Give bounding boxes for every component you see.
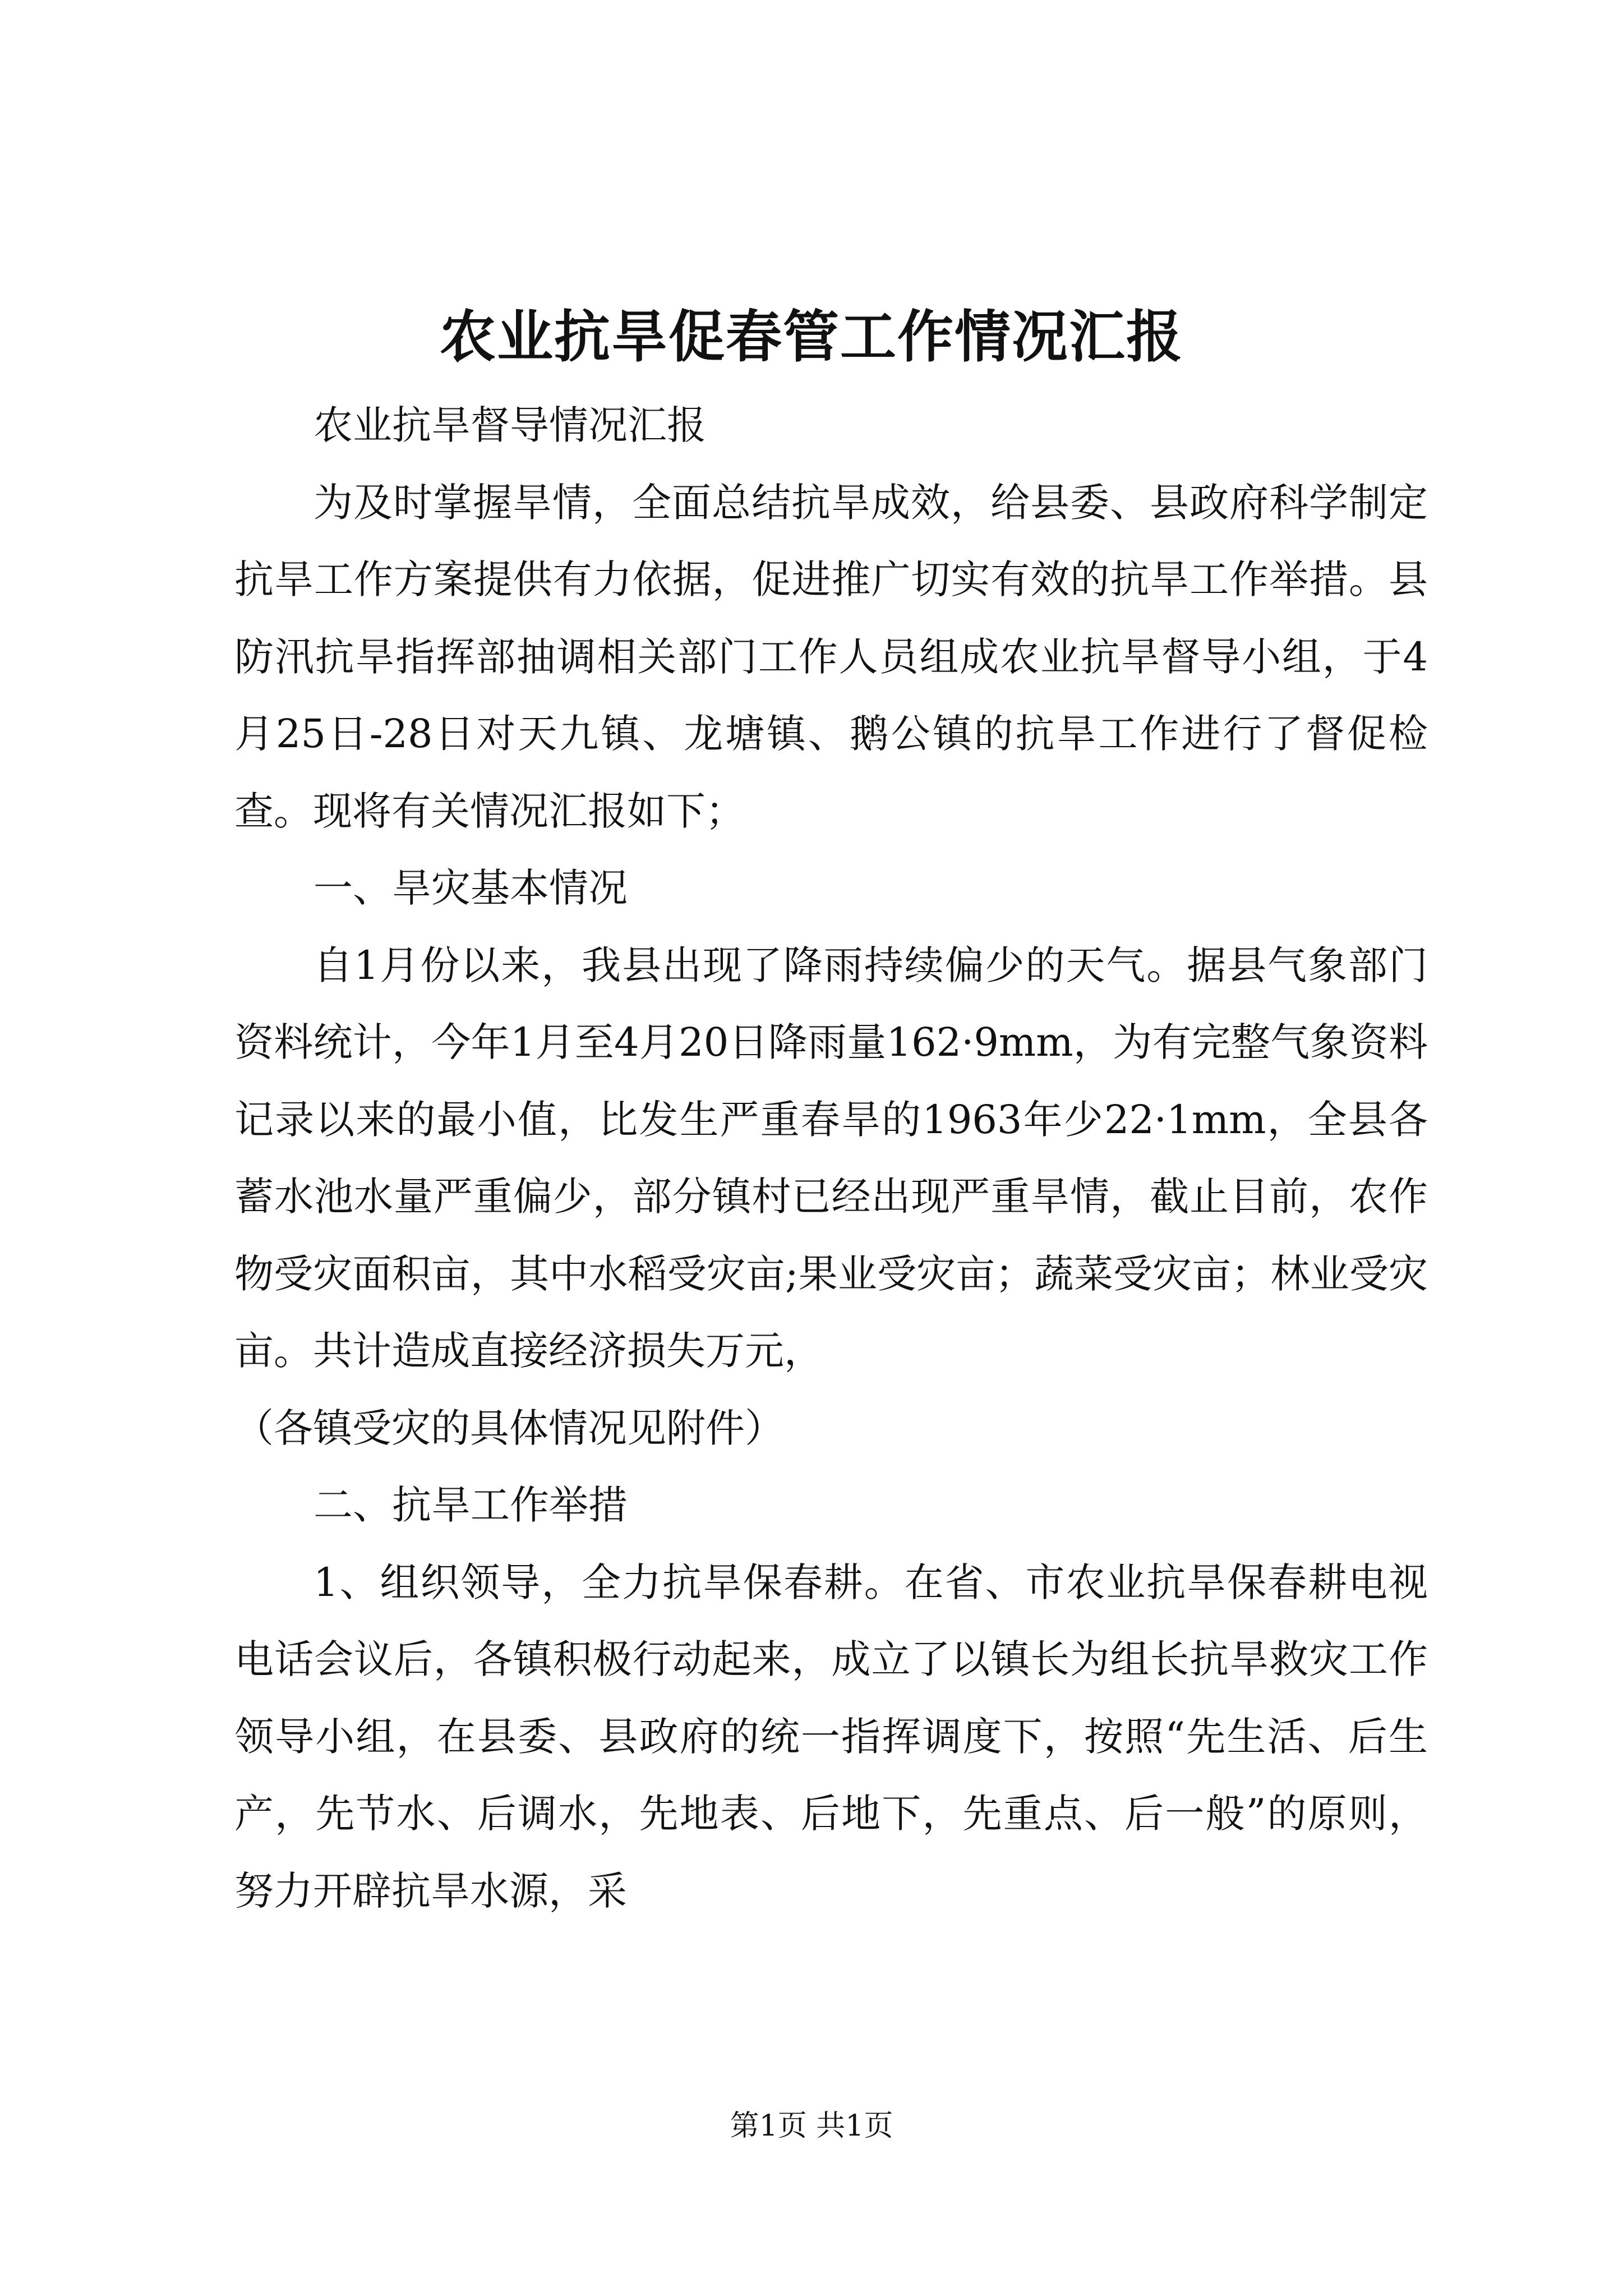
section-heading-measures: 二、抗旱工作举措 [313, 1482, 628, 1528]
section-heading-drought-situation: 一、旱灾基本情况 [313, 865, 628, 911]
paragraph-subtitle: 农业抗旱督导情况汇报 [313, 402, 706, 448]
page-footer: 第1页 共1页 [730, 2109, 893, 2143]
paragraph-drought-situation: 自1月份以来，我县出现了降雨持续偏少的天气。据县气象部门资料统计，今年1月至4月20日降雨量162·9mm，为有完整气象资料记录以来的最小值，比发生严重春旱的1963年少22·1mm，全县各蓄水池水量严重偏少，部分镇村已经出现严重旱情，截止目前，农作物受灾面积亩，其中水稻受灾亩;果业受灾亩；蔬菜受灾亩；林业受灾亩。共计造成直接经济损失万元， [234, 942, 1428, 1374]
document-body [234, 387, 1428, 1930]
paragraph-measures-1: 1、组织领导，全力抗旱保春耕。在省、市农业抗旱保春耕电视电话会议后，各镇积极行动起来，成立了以镇长为组长抗旱救灾工作领导小组，在县委、县政府的统一指挥调度下，按照“先生活、后生产，先节水、后调水，先地表、后地下，先重点、后一般”的原则，努力开辟抗旱水源，采 [234, 1559, 1428, 1914]
paragraph-attachment-note: （各镇受灾的具体情况见附件） [234, 1405, 784, 1451]
document-title: 农业抗旱促春管工作情况汇报 [440, 303, 1183, 370]
paragraph-intro: 为及时掌握旱情，全面总结抗旱成效，给县委、县政府科学制定抗旱工作方案提供有力依据，促进推广切实有效的抗旱工作举措。县防汛抗旱指挥部抽调相关部门工作人员组成农业抗旱督导小组，于4月25日-28日对天九镇、龙塘镇、鹅公镇的抗旱工作进行了督促检查。现将有关情况汇报如下； [234, 479, 1428, 834]
